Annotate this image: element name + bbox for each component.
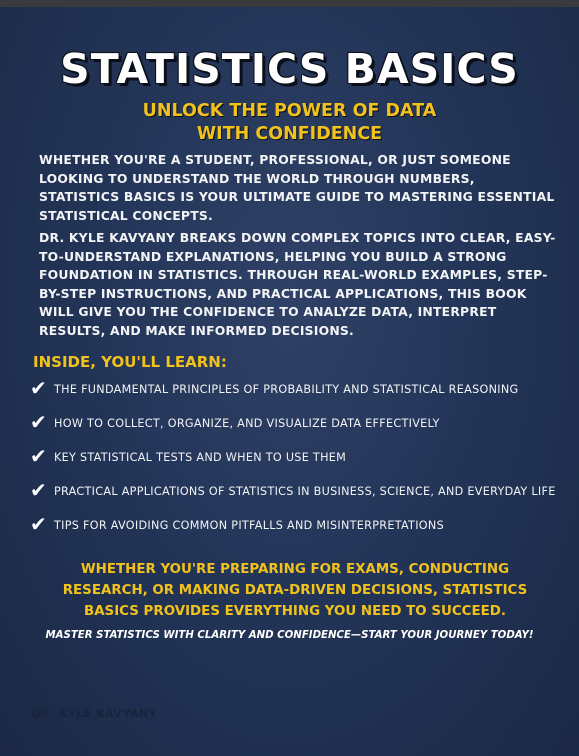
list-item	[30, 378, 565, 399]
subtitle-line-2: WITH CONFIDENCE	[196, 124, 383, 144]
author-paragraph: DR. KYLE KAVYANY BREAKS DOWN COMPLEX TOPICS INTO CLEAR, EASY-TO-UNDERSTAND EXPLANATIONS, HELPING YOU BUILD A STRONG FOUNDATION IN STATISTICS. THROUGH REAL-WORLD EXAMPLES, STEP-BY-STEP INSTRUCTIONS, AND PRACTICAL APPLICATIONS, THIS BOOK WILL GIVE YOU THE CONFIDENCE TO ANALYZE DATA, INTERPRET RESULTS, AND MAKE INFORMED DECISIONS.	[39, 230, 556, 338]
tagline: MASTER STATISTICS WITH CLARITY AND CONFIDENCE—START YOUR JOURNEY TODAY!	[45, 630, 534, 641]
author-name-faint: DR. KYLE KAVYANY	[31, 707, 158, 720]
checkmark-icon: ✔	[30, 410, 47, 434]
book-back-cover	[0, 7, 579, 756]
book-subtitle	[0, 100, 579, 146]
learn-list	[30, 378, 565, 535]
list-item-text: TIPS FOR AVOIDING COMMON PITFALLS AND MISINTERPRETATIONS	[54, 519, 444, 532]
book-title: STATISTICS BASICS	[60, 45, 519, 93]
top-strip	[0, 0, 579, 7]
list-item-text: HOW TO COLLECT, ORGANIZE, AND VISUALIZE DATA EFFECTIVELY	[54, 417, 440, 430]
checkmark-icon: ✔	[30, 444, 47, 468]
checkmark-icon: ✔	[30, 478, 47, 502]
intro-paragraph: WHETHER YOU'RE A STUDENT, PROFESSIONAL, OR JUST SOMEONE LOOKING TO UNDERSTAND THE WORLD THROUGH NUMBERS, STATISTICS BASICS IS YOUR ULTIMATE GUIDE TO MASTERING ESSENTIAL STATISTICAL CONCEPTS.	[39, 152, 555, 223]
list-item	[30, 514, 565, 535]
list-item	[30, 446, 565, 467]
checkmark-icon: ✔	[30, 512, 47, 536]
subtitle-line-1: UNLOCK THE POWER OF DATA	[142, 101, 437, 121]
list-item	[30, 480, 565, 501]
list-item-text: PRACTICAL APPLICATIONS OF STATISTICS IN BUSINESS, SCIENCE, AND EVERYDAY LIFE	[54, 485, 556, 498]
list-item-text: KEY STATISTICAL TESTS AND WHEN TO USE THEM	[54, 451, 347, 464]
learn-heading: INSIDE, YOU'LL LEARN:	[33, 353, 227, 371]
list-item-text: THE FUNDAMENTAL PRINCIPLES OF PROBABILITY AND STATISTICAL REASONING	[54, 383, 519, 396]
closing-paragraph: WHETHER YOU'RE PREPARING FOR EXAMS, CONDUCTING RESEARCH, OR MAKING DATA-DRIVEN DECISIONS, STATISTICS BASICS PROVIDES EVERYTHING YOU NEED TO SUCCEED.	[62, 562, 528, 619]
list-item	[30, 412, 565, 433]
checkmark-icon: ✔	[30, 376, 47, 400]
